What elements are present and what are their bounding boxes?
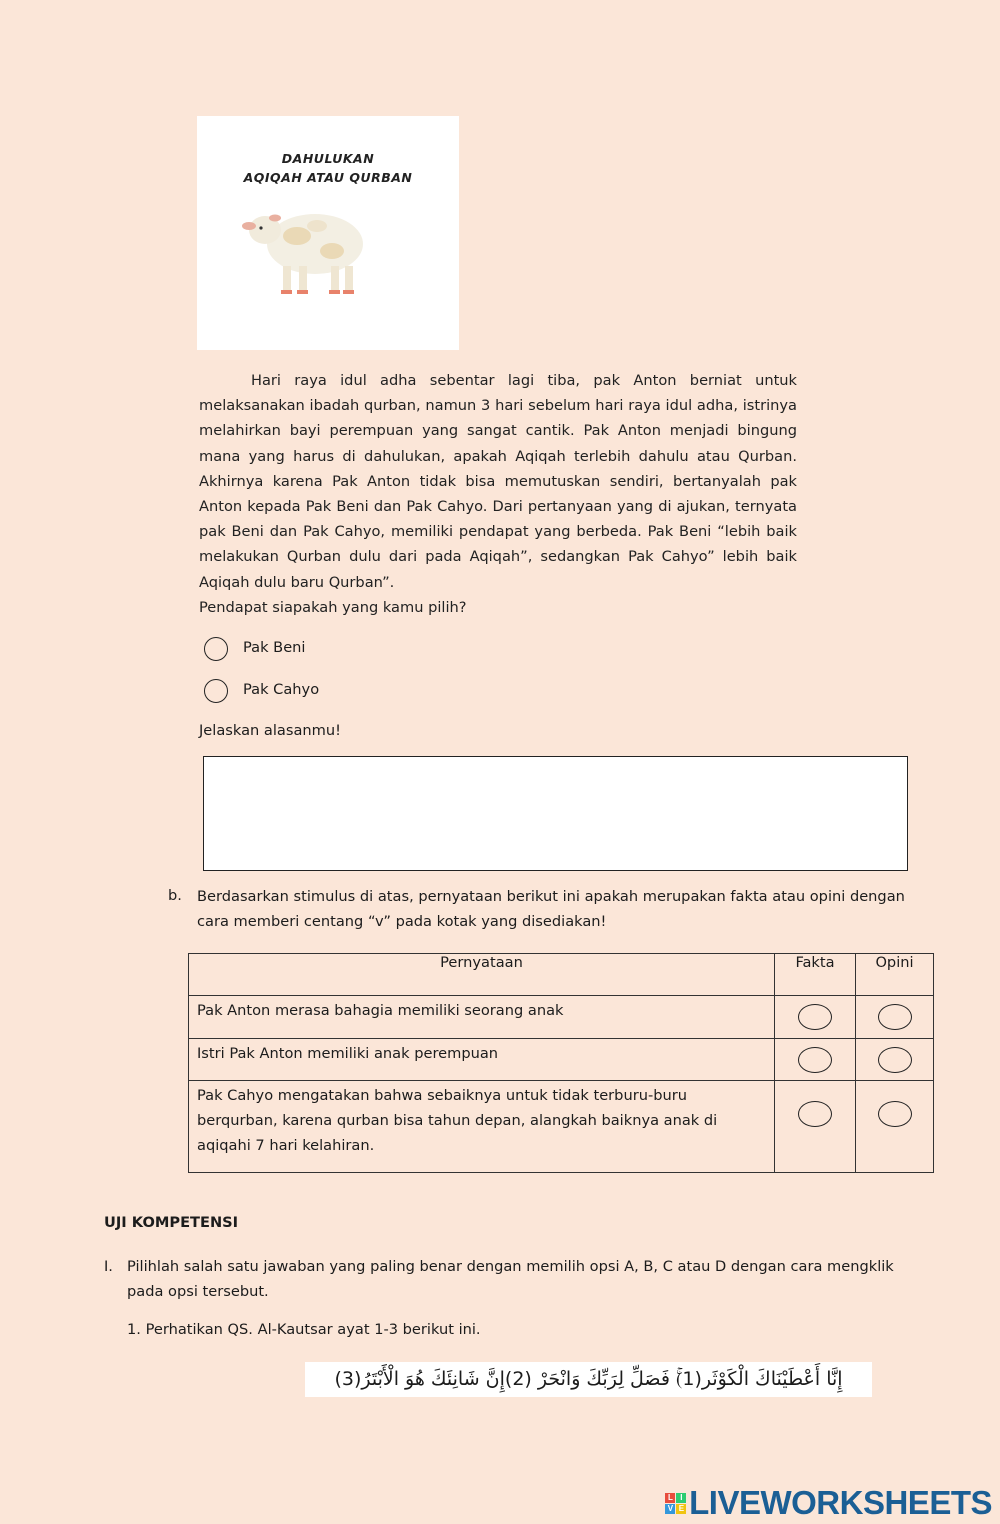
statement-cell: Pak Anton merasa bahagia memiliki seorang anak [189,996,775,1039]
explain-prompt: Jelaskan alasanmu! [199,722,341,739]
fakta-choice[interactable] [798,1004,832,1030]
statement-cell: Istri Pak Anton memiliki anak perempuan [189,1039,775,1081]
fakta-choice[interactable] [798,1101,832,1127]
arabic-verse: إِنَّا أَعْطَيْنَاكَ الْكَوْثَر(1)ۚ فَصَلِّ لِرَبِّكَ وَانْحَرْ (2)إِنَّ شَانِئَكَ هُوَ الْأَبْتَرُ(3) [305,1362,872,1397]
statement-cell: Pak Cahyo mengatakan bahwa sebaiknya untuk tidak terburu-buru berqurban, karena qurban bisa tahun depan, alangkah baiknya anak di aqiqahi 7 hari kelahiran. [189,1081,775,1173]
liveworksheets-logo [665,1484,992,1522]
section-heading: UJI KOMPETENSI [104,1214,239,1231]
fakta-choice[interactable] [798,1047,832,1073]
table-row [189,1081,934,1173]
story-text [199,368,797,620]
question-1: 1. Perhatikan QS. Al-Kautsar ayat 1-3 berikut ini. [127,1321,481,1338]
section-text: Pilihlah salah satu jawaban yang paling benar dengan memilih opsi A, B, C atau D dengan cara mengklik pada opsi tersebut. [127,1258,894,1301]
option-pak-beni-label: Pak Beni [243,639,306,656]
opini-cell [856,1039,934,1081]
opini-choice[interactable] [878,1101,912,1127]
opini-cell [856,996,934,1039]
sheep-illustration [197,116,459,350]
table-header-row [189,954,934,996]
part-b-number: b. [168,887,182,904]
story-paragraph: Hari raya idul adha sebentar lagi tiba, pak Anton berniat untuk melaksanakan ibadah qurban, namun 3 hari sebelum hari raya idul adha, istrinya melahirkan bayi perempuan yang sangat cantik. Pak Anton menjadi bingung mana yang harus di dahulukan, apakah Aqiqah terlebih dahulu atau Qurban. Akhirnya karena Pak Anton tidak bisa memutuskan sendiri, bertanyalah pak Anton kepada Pak Beni dan Pak Cahyo. Dari pertanyaan yang di ajukan, ternyata pak Beni dan Pak Cahyo, memiliki pendapat yang berbeda. Pak Beni “lebih baik melakukan Qurban dulu dari pada Aqiqah”, sedangkan Pak Cahyo” lebih baik Aqiqah dulu baru Qurban”. [199,372,797,591]
illustration-title-line1: DAHULUKAN [281,151,375,166]
sheep-icon [237,196,377,316]
brand-name: LIVEWORKSHEETS [689,1484,992,1521]
opini-choice[interactable] [878,1047,912,1073]
part-b-instruction: Berdasarkan stimulus di atas, pernyataan berikut ini apakah merupakan fakta atau opini dengan cara memberi centang “v” pada kotak yang disediakan! [197,888,905,931]
answer-textbox[interactable] [203,756,908,871]
option-pak-cahyo-label: Pak Cahyo [243,681,320,698]
brand-logo-icon: L I V E [665,1493,686,1514]
header-statement: Pernyataan [189,954,775,996]
table-row [189,1039,934,1081]
option-pak-cahyo-radio[interactable] [204,679,228,703]
fakta-cell [775,1081,856,1173]
opini-cell [856,1081,934,1173]
option-pak-beni-radio[interactable] [204,637,228,661]
section-number: I. [104,1258,113,1275]
header-opini: Opini [856,954,934,996]
fact-opinion-table [188,953,934,1173]
section-instruction [104,1254,934,1304]
story-question: Pendapat siapakah yang kamu pilih? [199,598,467,616]
table-row [189,996,934,1039]
illustration-title-line2: AQIQAH ATAU QURBAN [243,170,413,185]
fakta-cell [775,996,856,1039]
opini-choice[interactable] [878,1004,912,1030]
fakta-cell [775,1039,856,1081]
header-fakta: Fakta [775,954,856,996]
